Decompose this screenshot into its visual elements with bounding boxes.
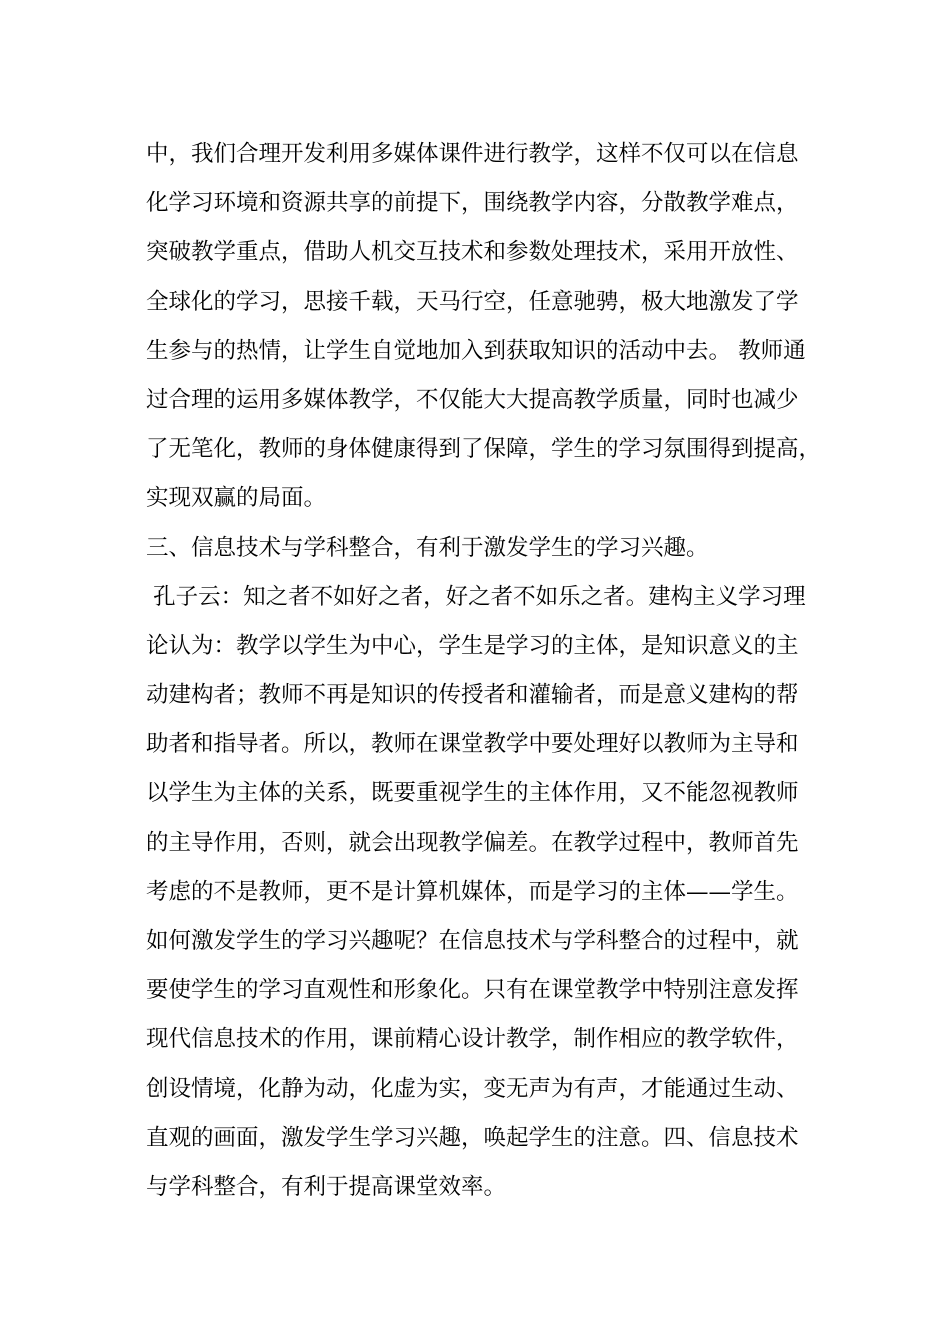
text-line: 如何激发学生的学习兴趣呢？在信息技术与学科整合的过程中，就: [146, 928, 799, 954]
text-line: 要使学生的学习直观性和形象化。只有在课堂教学中特别注意发挥: [146, 977, 799, 1004]
text-line: 全球化的学习，思接千载，天马行空，任意驰骋，极大地激发了学: [146, 288, 799, 315]
text-line: 论认为：教学以学生为中心，学生是学习的主体，是知识意义的主: [146, 632, 799, 659]
text-line: 中，我们合理开发利用多媒体课件进行教学，这样不仅可以在信息: [146, 141, 799, 167]
body-text: [146, 130, 846, 1212]
text-line: 现代信息技术的作用，课前精心设计教学，制作相应的教学软件，: [146, 1026, 799, 1053]
text-line: 直观的画面，激发学生学习兴趣，唤起学生的注意。四、信息技术: [146, 1124, 799, 1151]
text-line: 动建构者；教师不再是知识的传授者和灌输者，而是意义建构的帮: [146, 682, 799, 709]
text-line: 了无笔化，教师的身体健康得到了保障，学生的学习氛围得到提高，: [146, 436, 822, 463]
text-line: 与学科整合，有利于提高课堂效率。: [146, 1173, 507, 1200]
text-line: 过合理的运用多媒体教学，不仅能大大提高教学质量，同时也减少: [146, 386, 799, 413]
text-line: 的主导作用，否则，就会出现教学偏差。在教学过程中，教师首先: [146, 829, 799, 856]
text-line: 助者和指导者。所以，教师在课堂教学中要处理好以教师为主导和: [146, 731, 799, 758]
text-line: 化学习环境和资源共享的前提下，围绕教学内容，分散教学难点，: [146, 190, 799, 217]
section-heading: 三、信息技术与学科整合，有利于激发学生的学习兴趣。: [146, 534, 709, 561]
text-line: 以学生为主体的关系，既要重视学生的主体作用，又不能忽视教师: [146, 780, 799, 807]
text-line: 实现双赢的局面。: [146, 485, 327, 512]
text-line: 考虑的不是教师，更不是计算机媒体，而是学习的主体——学生。: [146, 878, 799, 905]
text-line: 创设情境，化静为动，化虚为实，变无声为有声，才能通过生动、: [146, 1075, 799, 1102]
text-line: 突破教学重点，借助人机交互技术和参数处理技术，采用开放性、: [146, 239, 799, 266]
text-line: 孔子云：知之者不如好之者，好之者不如乐之者。建构主义学习理: [146, 583, 806, 610]
text-line: 生参与的热情，让学生自觉地加入到获取知识的活动中去。 教师通: [146, 337, 806, 364]
